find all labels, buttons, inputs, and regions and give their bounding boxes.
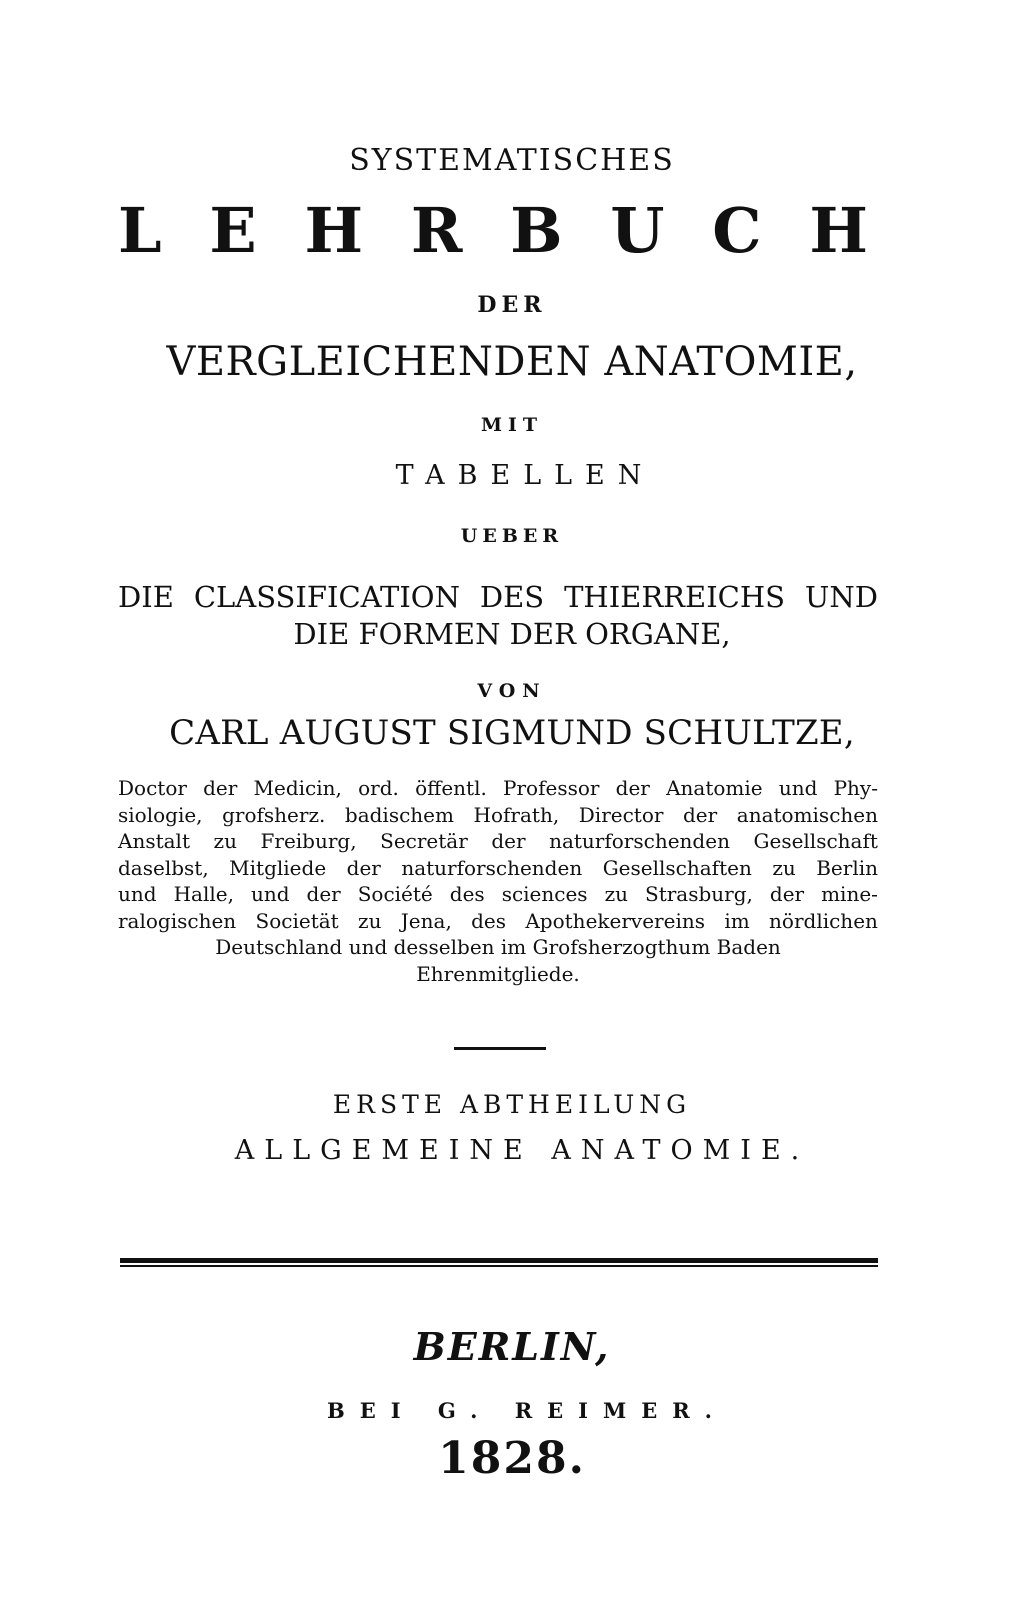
- credentials-word: Gesellschaft: [753, 829, 878, 853]
- credentials-word: Gesellschaften: [602, 855, 752, 880]
- title-line-der: DER: [477, 292, 547, 318]
- title-line-formen: DIE FORMEN DER ORGANE,: [293, 617, 731, 651]
- short-divider-rule: [454, 1047, 546, 1050]
- title-line-von: VON: [477, 680, 547, 702]
- credentials-word: Berlin: [816, 855, 878, 880]
- credentials-word: öffentl.: [415, 776, 487, 800]
- lehrbuch-letter: U: [610, 194, 665, 267]
- lehrbuch-letter: E: [209, 194, 257, 267]
- credentials-line-center: Deutschland und desselben im Grofsherzogthum Baden: [215, 935, 781, 959]
- title-line-classification: [118, 580, 878, 614]
- credentials-word: Freiburg,: [260, 829, 357, 853]
- lehrbuch-letter: L: [118, 194, 162, 267]
- title-line-vergleichenden: VERGLEICHENDEN ANATOMIE,: [166, 339, 858, 385]
- credentials-word: Hofrath,: [473, 802, 560, 827]
- credentials-word: des: [449, 882, 485, 906]
- credentials-word: sciences: [501, 882, 588, 906]
- credentials-word: badischem: [344, 802, 454, 827]
- credentials-word: Secretär: [380, 829, 468, 853]
- credentials-word: der: [203, 776, 238, 800]
- credentials-word: Societät: [255, 908, 339, 933]
- credentials-word: der: [615, 776, 650, 800]
- credentials-word: siologie,: [118, 802, 203, 827]
- credentials-line: [118, 828, 878, 855]
- credentials-word: daselbst,: [118, 855, 209, 880]
- credentials-word: im: [724, 908, 750, 933]
- credentials-word: Doctor: [118, 776, 187, 800]
- lehrbuch-letter: C: [712, 194, 762, 267]
- credentials-word: Apothekervereins: [525, 908, 705, 933]
- credentials-word: Société: [357, 882, 433, 906]
- classification-word: DIE: [118, 580, 174, 614]
- credentials-word: zu: [772, 855, 796, 880]
- part-title: ALLGEMEINE ANATOMIE.: [234, 1135, 810, 1166]
- credentials-line-center: Ehrenmitgliede.: [416, 961, 580, 986]
- credentials-word: und: [118, 882, 157, 906]
- credentials-word: ord.: [358, 776, 399, 800]
- credentials-word: der: [306, 882, 341, 906]
- credentials-word: mine-: [821, 882, 878, 906]
- credentials-word: Anatomie: [666, 776, 763, 800]
- double-divider-rule: [120, 1258, 878, 1268]
- credentials-line: [118, 855, 878, 882]
- author-credentials: [118, 775, 878, 987]
- credentials-word: zu: [604, 882, 628, 906]
- author-name: CARL AUGUST SIGMUND SCHULTZE,: [169, 713, 855, 753]
- credentials-line: [118, 908, 878, 935]
- credentials-word: Strasburg,: [645, 882, 753, 906]
- credentials-line: [118, 802, 878, 829]
- lehrbuch-letter: R: [410, 194, 463, 267]
- credentials-word: Anstalt: [118, 829, 190, 853]
- imprint-year: 1828.: [438, 1433, 586, 1484]
- credentials-word: anatomischen: [736, 802, 878, 827]
- credentials-word: und: [778, 776, 818, 800]
- title-line-systematisches: SYSTEMATISCHES: [349, 143, 675, 178]
- title-line-mit: MIT: [480, 414, 544, 436]
- title-line-ueber: UEBER: [460, 525, 564, 547]
- lehrbuch-letter: B: [510, 194, 563, 267]
- credentials-word: Mitgliede: [229, 855, 327, 880]
- part-label: ERSTE ABTHEILUNG: [332, 1090, 692, 1119]
- lehrbuch-letter: H: [809, 194, 868, 267]
- credentials-word: naturforschenden: [401, 855, 583, 880]
- classification-word: UND: [804, 580, 878, 614]
- credentials-word: nördlichen: [769, 908, 878, 933]
- credentials-word: Professor: [503, 776, 600, 800]
- credentials-word: grofsherz.: [222, 802, 326, 827]
- credentials-word: Jena,: [400, 908, 452, 933]
- classification-word: CLASSIFICATION: [193, 580, 460, 614]
- credentials-line: [118, 775, 878, 802]
- credentials-word: der: [491, 829, 526, 853]
- title-lehrbuch: [118, 194, 868, 267]
- credentials-word: naturforschenden: [549, 829, 730, 853]
- credentials-word: Phy-: [833, 776, 878, 800]
- credentials-word: der: [769, 882, 805, 906]
- credentials-word: des: [471, 908, 507, 933]
- classification-word: DES: [479, 580, 545, 614]
- imprint-city: BERLIN,: [413, 1324, 611, 1369]
- credentials-word: zu: [213, 829, 237, 853]
- credentials-word: Director: [578, 802, 664, 827]
- credentials-word: ralogischen: [118, 908, 237, 933]
- credentials-word: der: [683, 802, 718, 827]
- classification-word: THIERREICHS: [564, 580, 785, 614]
- credentials-line: [118, 881, 878, 908]
- credentials-word: zu: [358, 908, 382, 933]
- credentials-word: Halle,: [173, 882, 234, 906]
- title-line-tabellen: TABELLEN: [395, 460, 655, 491]
- lehrbuch-letter: H: [304, 194, 364, 267]
- imprint-publisher: BEI G. REIMER.: [327, 1398, 727, 1423]
- credentials-word: Medicin,: [253, 776, 342, 800]
- credentials-word: und: [250, 882, 290, 906]
- credentials-word: der: [346, 855, 381, 880]
